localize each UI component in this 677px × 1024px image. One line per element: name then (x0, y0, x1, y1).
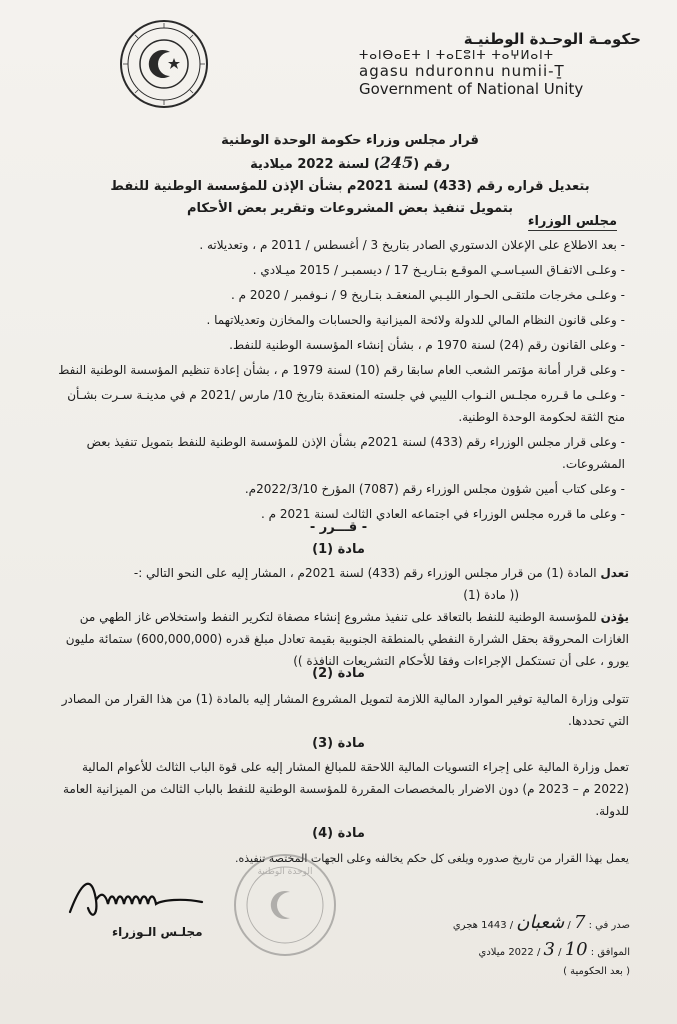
preamble-item: - بعد الاطلاع على الإعلان الدستوري الصادر بتاريخ 3 / أغسطس / 2011 م ، وتعديلاته . (199, 238, 625, 252)
preamble-item: - وعلى قرار مجلس الوزراء رقم (433) لسنة 2021م بشأن الإذن للمؤسسة الوطنية للنفط بتمويل تنفيذ بعض المشروعات. (86, 435, 625, 471)
greg-month: 3 (543, 939, 555, 960)
article-2-text: تتولى وزارة المالية توفير الموارد المالية اللازمة لتمويل المشروع المشار إليه بالمادة (1) من هذا القرار من المصادر التي تحددها. (61, 692, 629, 728)
decision-number-prefix: رقم ( (413, 157, 450, 172)
decision-line-4: بتمويل تنفيذ بعض المشروعات وتقرير بعض الأحكام (186, 201, 514, 216)
date-block (440, 912, 630, 983)
article-1-text (47, 606, 629, 672)
article-4-text: يعمل بهذا القرار من تاريخ صدوره ويلغى كل حكم يخالفه وعلى الجهات المختصة تنفيذه. (234, 852, 629, 865)
preamble-item: - وعلـى الاتفـاق السيـاسـي الموقـع بتـاريـخ 17 / ديسمبـر / 2015 ميـلادي . (252, 263, 625, 277)
decided-heading: - قـــرر - (309, 520, 368, 535)
article-3-text: تعمل وزارة المالية على إجراء التسويات المالية اللاحقة للمبالغ المشار إليه على قوة الباب الثالث للأعوام المالية (2022 م – 2023 م) دون الاضرار بالمخصصات المقررة للمؤسسة الوطنية للنفط بالباب الثالث من الميزانية العامة للدولة. (62, 760, 629, 818)
greg-day: 10 (564, 939, 588, 960)
article-3-title: مادة (3) (312, 736, 365, 751)
hijri-month: شعبان (516, 912, 565, 933)
greg-year: 2022 ميلادي (478, 947, 534, 958)
corresponding-label: الموافق : (590, 947, 630, 958)
article-1-sub: (( مادة (1) (463, 588, 519, 602)
date-note: ( بعد الحكومية ) (563, 966, 630, 977)
decision-line-3: بتعديل قراره رقم (433) لسنة 2021م بشأن الإذن للمؤسسة الوطنية للنفط (110, 179, 590, 194)
header-english: Government of National Unity (359, 80, 584, 98)
article-1-body (47, 562, 629, 672)
article-4-title: مادة (4) (312, 826, 365, 841)
article-1-intro-bold: تعدل (600, 566, 629, 580)
issued-label: صدر في : (588, 920, 630, 931)
decision-number: 245 (379, 153, 414, 172)
preamble-item: - وعلى قانون النظام المالي للدولة ولائحة الميزانية والحسابات والمخازن وتعديلاتهما . (206, 313, 625, 327)
emblem-seal-icon (118, 18, 210, 110)
preamble-item: - وعلـى مخرجات ملتقـى الحـوار الليـبي المنعقـد بتـاريخ 9 / نـوفمبر / 2020 م . (231, 288, 625, 302)
preamble-item: - وعلى القانون رقم (24) لسنة 1970 م ، بشأن إنشاء المؤسسة الوطنية للنفط. (229, 338, 625, 352)
decision-number-line (110, 152, 590, 176)
article-1-title: مادة (1) (312, 542, 365, 557)
header-amazigh-latin: agasu ndurоnnu numii-Ṯ (359, 62, 565, 80)
decision-title (110, 130, 590, 220)
council-heading: مجلس الوزراء (527, 214, 617, 229)
stamp-text: الوحدة الوطنية (257, 867, 313, 877)
signature-icon (62, 860, 212, 930)
preamble-item: - وعلى ما قرره مجلس الوزراء في اجتماعه العادي الثالث لسنة 2021 م . (261, 507, 625, 521)
article-2-title: مادة (2) (312, 666, 365, 681)
decision-line-1: قرار مجلس وزراء حكومة الوحدة الوطنية (221, 133, 479, 148)
preamble-item: - وعلـى ما قـرره مجلـس النـواب الليبي في جلسته المنعقدة بتاريخ 10/ مارس /2021 م في مدينـة سـرت بشـأن منح الثقة لحكومة الوحدة الوطنية. (67, 388, 625, 424)
article-1-intro-rest: المادة (1) من قرار مجلس الوزراء رقم (433) لسنة 2021م ، المشار إليه على النحو التالي :- (133, 566, 601, 580)
official-stamp-icon (230, 850, 340, 960)
preamble-item: - وعلى كتاب أمين شؤون مجلس الوزراء رقم (7087) المؤرخ 2022/3/10م. (244, 482, 625, 496)
article-1-intro (47, 562, 629, 584)
header-arabic: حكومـة الوحـدة الوطنيـة (463, 30, 641, 48)
decision-number-suffix: ) لسنة 2022 ميلادية (250, 157, 380, 172)
preamble-list (55, 234, 625, 528)
signature-label: مجلـس الـوزراء (112, 925, 203, 939)
corresponding-date-row: الموافق : 10 / 3 / 2022 ميلادي (478, 939, 630, 960)
hijri-day: 7 (573, 912, 586, 933)
hijri-year: 1443 هجري (452, 920, 507, 931)
government-header (343, 30, 643, 98)
article-1-text-bold: يؤذن (600, 610, 629, 624)
header-tifinagh: ⵜⴰⵏⴱⴰⴹⵜ ⵏ ⵜⴰⵎⵓⵏⵜ ⵜⴰⵖⵍⴰⵏⵜ (359, 48, 554, 62)
article-1-text-rest: للمؤسسة الوطنية للنفط بالتعاقد على تنفيذ مشروع إنشاء مصفاة لتكرير النفط واستخلاص غاز الطهي من الغازات المحروقة بحقل الشرارة النفطي بالمنطقة الجنوبية بقيمة تعادل مبلغ قدره (600,000,000) ستمائة مليون يورو ، على أن تستكمل الإجراءات وفقا للأحكام التشريعات النافذة )) (65, 610, 629, 668)
issued-date-row: صدر في : 7 / شعبان / 1443 هجري (452, 912, 630, 933)
preamble-item: - وعلى قرار أمانة مؤتمر الشعب العام سابقا رقم (10) لسنة 1979 م ، بشأن إعادة تنظيم المؤسسة الوطنية النفط (58, 363, 625, 377)
